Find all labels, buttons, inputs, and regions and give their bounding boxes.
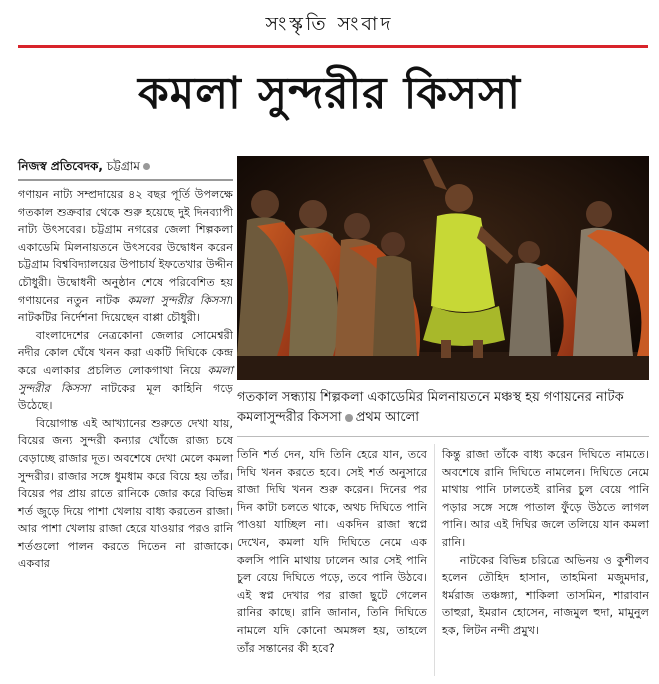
article-column-1 xyxy=(18,186,233,573)
byline-place: চট্টগ্রাম xyxy=(102,159,140,173)
stage-photo-illustration xyxy=(237,156,649,380)
article-paragraph: বিয়োগান্ত এই আখ্যানের শুরুতে দেখা যায়, বিয়ের জন্য সুন্দরী কন্যার খোঁজে রাজ্য চষে বেড়াচ্ছে রাজার দূত। অবশেষে দেখা মেলে কমলা সুন্দরীর। রাজার সঙ্গে ধুমধাম করে বিয়ে হয় তাঁর। বিয়ের পর প্রায় রাতে রানিকে জোর করে বিভিন্ন শর্ত জুড়ে দিয়ে পাশা খেলায় বাধ্য করতেন রাজা। আর পাশা খেলায় রাজা হেরে যাওয়ার পরও রানি শর্তগুলো পালন করতে দিতেন না রাজাকে। একবার xyxy=(18,416,233,571)
article-paragraph xyxy=(18,186,233,327)
section-label: সংস্কৃতি সংবাদ xyxy=(265,13,394,35)
play-title: কমলা সুন্দরীর কিসসা xyxy=(127,293,229,307)
byline xyxy=(18,158,233,178)
article-paragraph: নাটকের বিভিন্ন চরিত্রে অভিনয় ও কুশীলব হলেন তৌহিদ হাসান, তাহমিনা মজুমদার, ধর্মরাজ তঞ্চঙ্গ্যা, শাকিলা তাসমিন, শারাবান তাহুরা, ইমরান হোসেন, নাজমুল হুদা, মামুনুল হক, লিটন নন্দী প্রমুখ। xyxy=(442,553,649,637)
text-run: গণায়ন নাট্য সম্প্রদায়ের ৪২ বছর পূর্তি উপলক্ষে গতকাল শুক্রবার থেকে শুরু হয়েছে দুই দিনব্যাপী নাট্য উৎসবের। চট্টগ্রাম নগরের জেলা শিল্পকলা একাডেমি মিলনায়তনে উৎসবের উদ্বোধন করেন চট্টগ্রাম বিশ্ববিদ্যালয়ের উপাচার্য ইফতেখার উদ্দীন চৌধুরী। উদ্বোধনী অনুষ্ঠান শেষে পরিবেশিত হয় গণায়নের নতুন নাটক xyxy=(18,188,233,307)
article-column-2 xyxy=(237,446,427,657)
byline-divider xyxy=(18,179,233,181)
text-run: নাটকের মূল কাহিনি গড়ে উঠেছে। xyxy=(18,381,234,413)
article-paragraph xyxy=(18,327,233,415)
play-title: কমলা সুন্দরীর কিসসা xyxy=(18,363,233,395)
caption-divider xyxy=(237,436,649,437)
text-run: । নাটকটির নির্দেশনা দিয়েছেন বাপ্পা চৌধুরী। xyxy=(18,293,233,325)
photo-caption xyxy=(237,388,649,428)
section-divider xyxy=(18,45,648,48)
headline: কমলা সুন্দরীর কিসসা xyxy=(137,68,522,119)
column-divider xyxy=(434,444,435,676)
caption-text: গতকাল সন্ধ্যায় শিল্পকলা একাডেমির মিলনায়তনে মঞ্চস্থ হয় গণায়নের নাটক কমলাসুন্দরীর কিসসা xyxy=(237,390,624,425)
article-paragraph: কিন্তু রাজা তাঁকে বাধ্য করেন দিঘিতে নামতে। অবশেষে রানি দিঘিতে নামলেন। দিঘিতে নেমে মাথায় পানি ঢালতেই রানির চুল বেয়ে পানি পড়ার সঙ্গে সঙ্গে পাতাল ফুঁড়ে উঠতে লাগল পানি। আর এই দিঘির জলে তলিয়ে যান কমলা রানি। xyxy=(442,448,649,549)
article-column-3 xyxy=(442,446,649,640)
photo-credit: প্রথম আলো xyxy=(355,410,420,425)
article-paragraph: তিনি শর্ত দেন, যদি তিনি হেরে যান, তবে দিঘি খনন করতে হবে। সেই শর্ত অনুসারে রাজা দিঘি খনন শুরু করেন। দিনের পর দিন কাটা চলতে থাকে, অথচ দিঘিতে পানি পাওয়া যাচ্ছিল না। একদিন রাজা স্বপ্নে দেখেন, কমলা যদি দিঘিতে নেমে এক কলসি পানি মাথায় ঢালেন আর সেই পানি চুল বেয়ে দিঘিতে পড়ে, তবে পানি উঠবে। এই স্বপ্ন দেখার পর রাজা ছুটে গেলেন রানির কাছে। রানি জানান, তিনি দিঘিতে নামলে যদি কোনো অমঙ্গল হয়, তাহলে তাঁর সন্তানের কী হবে? xyxy=(237,448,427,655)
byline-dot-icon xyxy=(143,163,150,170)
stage-photo xyxy=(237,156,649,380)
text-run: বাংলাদেশের নেত্রকোনা জেলার সোমেশ্বরী নদীর কোল ঘেঁষে খনন করা একটি দিঘিকে কেন্দ্র করে এলাকার প্রচলিত লোকগাথা নিয়ে xyxy=(18,328,233,377)
byline-author: নিজস্ব প্রতিবেদক, xyxy=(18,159,103,173)
caption-dot-icon xyxy=(345,414,353,422)
